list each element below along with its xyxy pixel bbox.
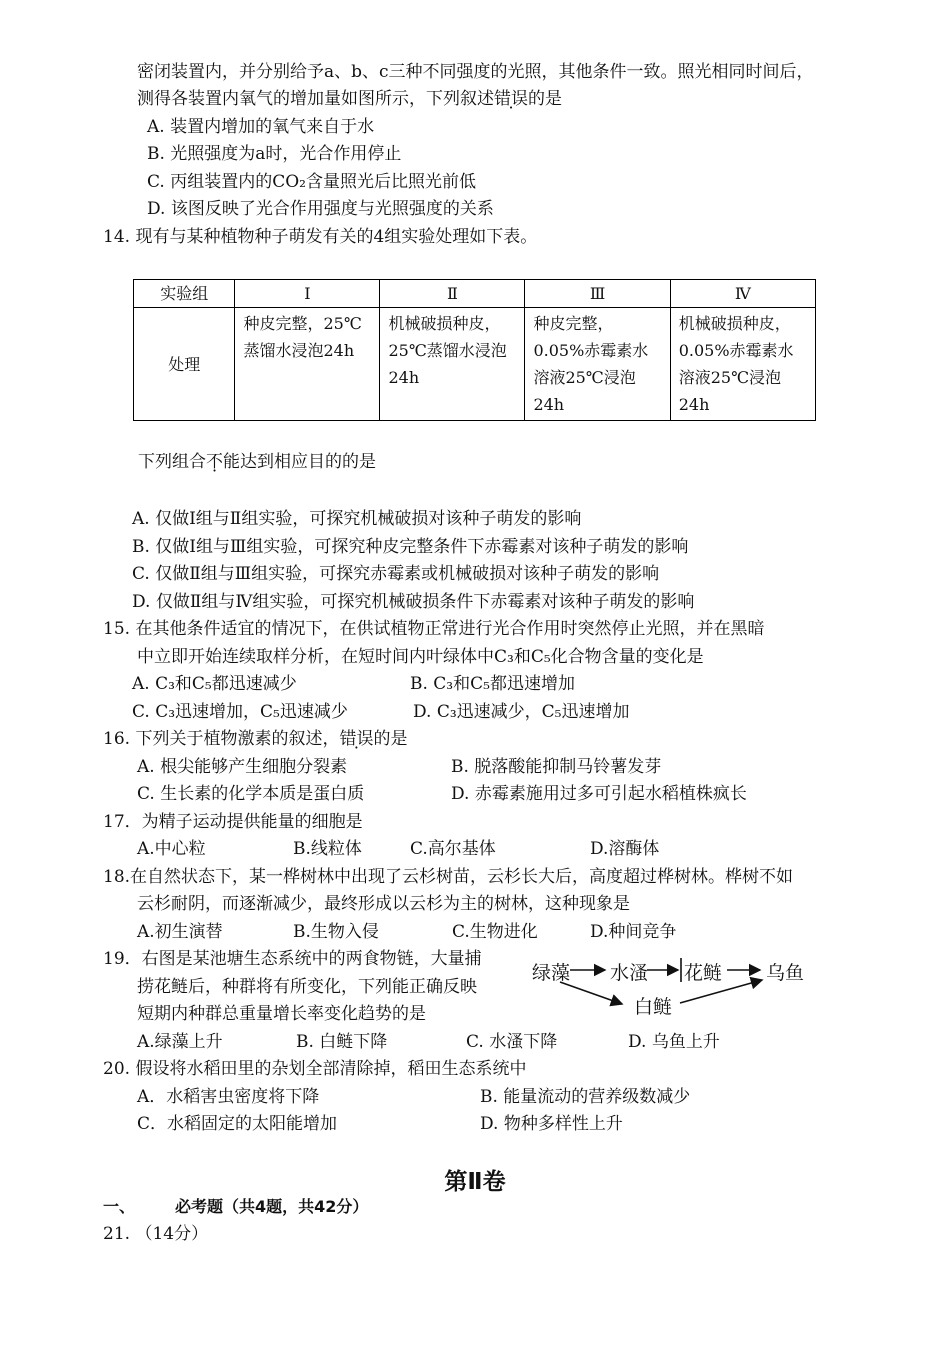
part-two-title: 第Ⅱ卷 <box>444 1169 506 1195</box>
q16-option-a: A. 根尖能够产生细胞分裂素 <box>137 757 348 777</box>
section-title: 必考题（共4题，共42分） <box>175 1197 369 1216</box>
experiment-table <box>133 279 816 421</box>
node-bighead-carp: 花鲢 <box>684 962 723 984</box>
q18-option-d: D.种间竞争 <box>590 922 677 942</box>
node-snakehead: 乌鱼 <box>766 962 805 984</box>
q13-option-b: B. 光照强度为a时，光合作用停止 <box>147 144 402 164</box>
q16-stem-post: 的是 <box>373 729 408 749</box>
q20-option-a: A．水稻害虫密度将下降 <box>137 1087 320 1107</box>
table-row-label: 处理 <box>134 308 235 421</box>
q14-prompt <box>138 450 376 474</box>
q16-stem-pre: 16. 下列关于植物激素的叙述， <box>103 729 340 749</box>
q17-stem: 17．为精子运动提供能量的细胞是 <box>103 812 363 832</box>
q14-emphasis: 不 <box>206 452 223 472</box>
node-green-algae: 绿藻 <box>532 962 571 984</box>
table-cell: 种皮完整，0.05%赤霉素水溶液25℃浸泡24h <box>525 308 670 421</box>
q18-line1: 18.在自然状态下，某一桦树林中出现了云杉树苗，云杉长大后，高度超过桦树林。桦树不如 <box>103 867 794 887</box>
q15-line1: 15. 在其他条件适宜的情况下，在供试植物正常进行光合作用时突然停止光照，并在黑暗 <box>103 619 765 639</box>
table-header-cell: Ⅳ <box>670 280 815 308</box>
q14-option-b: B. 仅做Ⅰ组与Ⅲ组实验，可探究种皮完整条件下赤霉素对该种子萌发的影响 <box>132 537 689 557</box>
q20-option-b: B. 能量流动的营养级数减少 <box>480 1087 691 1107</box>
q14-prompt-post: 能达到相应目的的是 <box>223 452 376 472</box>
q21-stem: 21. （14分） <box>103 1224 209 1244</box>
q15-option-c: C. C₃迅速增加，C₅迅速减少 <box>132 702 348 722</box>
q18-option-c: C.生物进化 <box>452 922 538 942</box>
q13-line1: 密闭装置内，并分别给予a、b、c三种不同强度的光照，其他条件一致。照光相同时间后， <box>137 62 814 82</box>
q17-option-d: D.溶酶体 <box>590 839 660 859</box>
q19-option-b: B. 白鲢下降 <box>296 1032 388 1052</box>
q18-option-a: A.初生演替 <box>137 922 223 942</box>
q16-option-b: B. 脱落酸能抑制马铃薯发芽 <box>451 757 662 777</box>
q20-stem: 20. 假设将水稻田里的杂划全部清除掉，稻田生态系统中 <box>103 1059 527 1079</box>
q13-option-a: A. 装置内增加的氧气来自于水 <box>147 117 375 137</box>
table-header-cell: 实验组 <box>134 280 235 308</box>
food-chain-diagram <box>530 954 820 1024</box>
node-silver-carp: 白鲢 <box>634 996 673 1018</box>
q19-line3: 短期内种群总重量增长率变化趋势的是 <box>137 1004 426 1024</box>
q14-option-a: A. 仅做Ⅰ组与Ⅱ组实验，可探究机械破损对该种子萌发的影响 <box>132 509 582 529</box>
section-number: 一、 <box>103 1197 136 1216</box>
table-header-cell: Ⅱ <box>380 280 525 308</box>
arrow-algae-to-silver <box>560 982 622 1004</box>
q13-option-d: D. 该图反映了光合作用强度与光照强度的关系 <box>147 199 494 219</box>
q18-option-b: B.生物入侵 <box>293 922 379 942</box>
q15-option-a: A. C₃和C₅都迅速减少 <box>132 674 297 694</box>
q14-prompt-pre: 下列组合 <box>138 452 206 472</box>
q19-option-c: C. 水溞下降 <box>466 1032 558 1052</box>
q17-option-c: C.高尔基体 <box>410 839 496 859</box>
q19-option-a: A.绿藻上升 <box>137 1032 223 1052</box>
q14-stem: 14. 现有与某种植物种子萌发有关的4组实验处理如下表。 <box>103 227 538 247</box>
q14-option-d: D. 仅做Ⅱ组与Ⅳ组实验，可探究机械破损条件下赤霉素对该种子萌发的影响 <box>132 592 695 612</box>
table-row <box>134 308 816 421</box>
q17-option-a: A.中心粒 <box>137 839 206 859</box>
q20-option-c: C．水稻固定的太阳能增加 <box>137 1114 338 1134</box>
table-cell: 机械破损种皮，0.05%赤霉素水溶液25℃浸泡24h <box>670 308 815 421</box>
q13-emphasis: 错误 <box>494 89 528 109</box>
q13-line2-pre: 测得各装置内氧气的增加量如图所示，下列叙述 <box>137 89 494 109</box>
q15-line2: 中立即开始连续取样分析，在短时间内叶绿体中C₃和C₅化合物含量的变化是 <box>137 647 704 667</box>
q19-line1: 19．右图是某池塘生态系统中的两食物链，大量捕 <box>103 949 482 969</box>
node-daphnia: 水溞 <box>610 962 649 984</box>
q13-line2-post: 的是 <box>528 89 562 109</box>
q16-stem <box>103 727 407 751</box>
table-header-cell: Ⅲ <box>525 280 670 308</box>
q15-option-b: B. C₃和C₅都迅速增加 <box>410 674 575 694</box>
q16-option-d: D. 赤霉素施用过多可引起水稻植株疯长 <box>451 784 747 804</box>
q19-line2: 捞花鲢后，种群将有所变化，下列能正确反映 <box>137 977 477 997</box>
q16-emphasis: 错误 <box>339 729 374 749</box>
q17-option-b: B.线粒体 <box>293 839 362 859</box>
table-cell: 机械破损种皮，25℃蒸馏水浸泡24h <box>380 308 525 421</box>
q15-option-d: D. C₃迅速减少，C₅迅速增加 <box>413 702 630 722</box>
q13-line2 <box>137 87 562 111</box>
q19-option-d: D. 乌鱼上升 <box>628 1032 720 1052</box>
q13-option-c: C. 丙组装置内的CO₂含量照光后比照光前低 <box>147 172 476 192</box>
table-header-cell: Ⅰ <box>235 280 380 308</box>
table-cell: 种皮完整，25℃蒸馏水浸泡24h <box>235 308 380 421</box>
q18-line2: 云杉耐阴，而逐渐减少，最终形成以云杉为主的树林，这种现象是 <box>137 894 630 914</box>
q20-option-d: D. 物种多样性上升 <box>480 1114 623 1134</box>
q16-option-c: C. 生长素的化学本质是蛋白质 <box>137 784 365 804</box>
table-header-row <box>134 280 816 308</box>
q14-option-c: C. 仅做Ⅱ组与Ⅲ组实验，可探究赤霉素或机械破损对该种子萌发的影响 <box>132 564 660 584</box>
